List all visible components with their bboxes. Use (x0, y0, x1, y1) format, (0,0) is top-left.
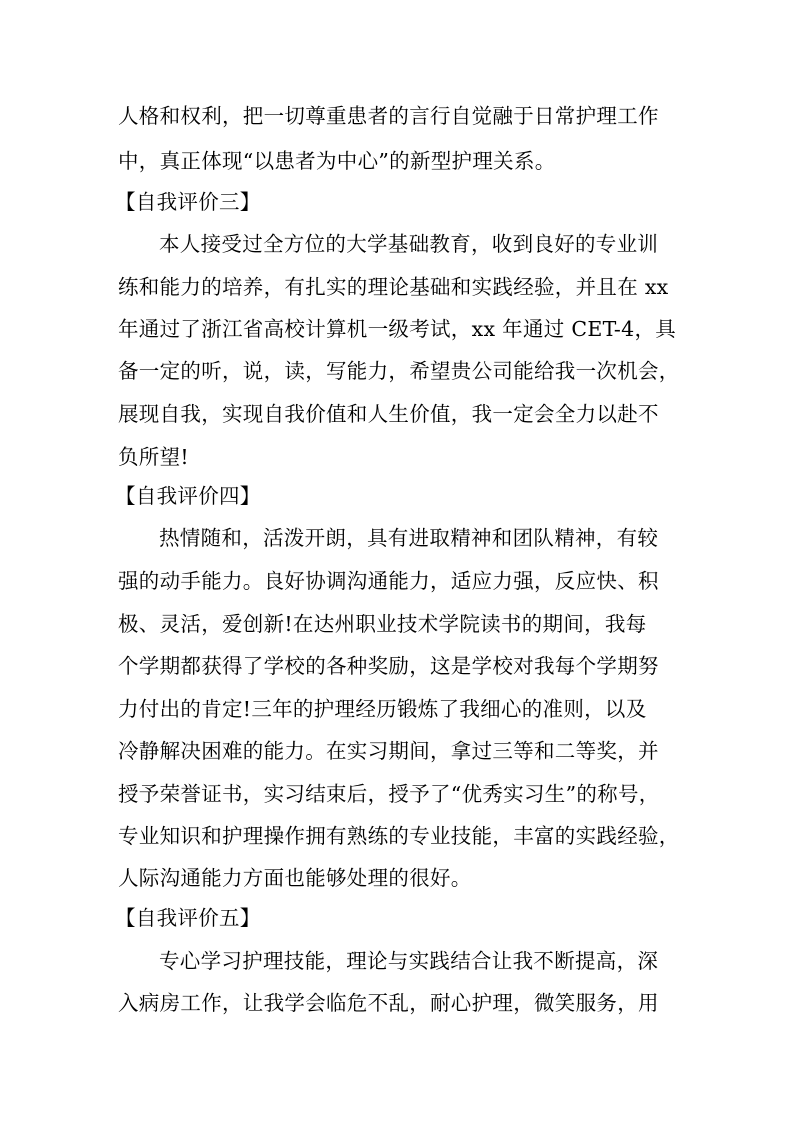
paragraph-line: 人际沟通能力方面也能够处理的很好。 (118, 866, 472, 890)
paragraph-line: 热情随和，活泼开朗，具有进取精神和团队精神，有较 (159, 526, 659, 550)
paragraph-line: 个学期都获得了学校的各种奖励，这是学校对我每个学期努 (118, 654, 659, 678)
paragraph-line: 极、灵活，爱创新!在达州职业技术学院读书的期间，我每 (118, 612, 647, 636)
paragraph-line: 授予荣誉证书，实习结束后，授予了“优秀实习生”的称号， (118, 782, 660, 806)
paragraph-line: 练和能力的培养，有扎实的理论基础和实践经验，并且在 xx (118, 275, 669, 299)
section-heading: 【自我评价四】 (115, 484, 261, 508)
paragraph-line: 中，真正体现“以患者为中心”的新型护理关系。 (118, 149, 556, 173)
paragraph-line: 力付出的肯定!三年的护理经历锻炼了我细心的准则，以及 (118, 697, 647, 721)
paragraph-line: 备一定的听，说，读，写能力，希望贵公司能给我一次机会， (118, 359, 680, 383)
paragraph-line: 人格和权利，把一切尊重患者的言行自觉融于日常护理工作 (118, 104, 659, 128)
paragraph-line: 入病房工作，让我学会临危不乱，耐心护理，微笑服务，用 (118, 991, 659, 1015)
paragraph-line: 展现自我，实现自我价值和人生价值，我一定会全力以赴不 (118, 402, 659, 426)
section-heading: 【自我评价五】 (115, 906, 261, 930)
paragraph-line: 负所望! (118, 445, 189, 469)
section-heading: 【自我评价三】 (115, 190, 261, 214)
paragraph-line: 强的动手能力。良好协调沟通能力，适应力强，反应快、积 (118, 569, 659, 593)
paragraph-line: 冷静解决困难的能力。在实习期间，拿过三等和二等奖，并 (118, 739, 659, 763)
paragraph-line: 本人接受过全方位的大学基础教育，收到良好的专业训 (159, 232, 659, 256)
paragraph-line: 专业知识和护理操作拥有熟练的专业技能，丰富的实践经验， (118, 824, 680, 848)
paragraph-line: 年通过了浙江省高校计算机一级考试，xx 年通过 CET-4，具 (118, 317, 677, 341)
paragraph-line: 专心学习护理技能，理论与实践结合让我不断提高，深 (159, 949, 659, 973)
